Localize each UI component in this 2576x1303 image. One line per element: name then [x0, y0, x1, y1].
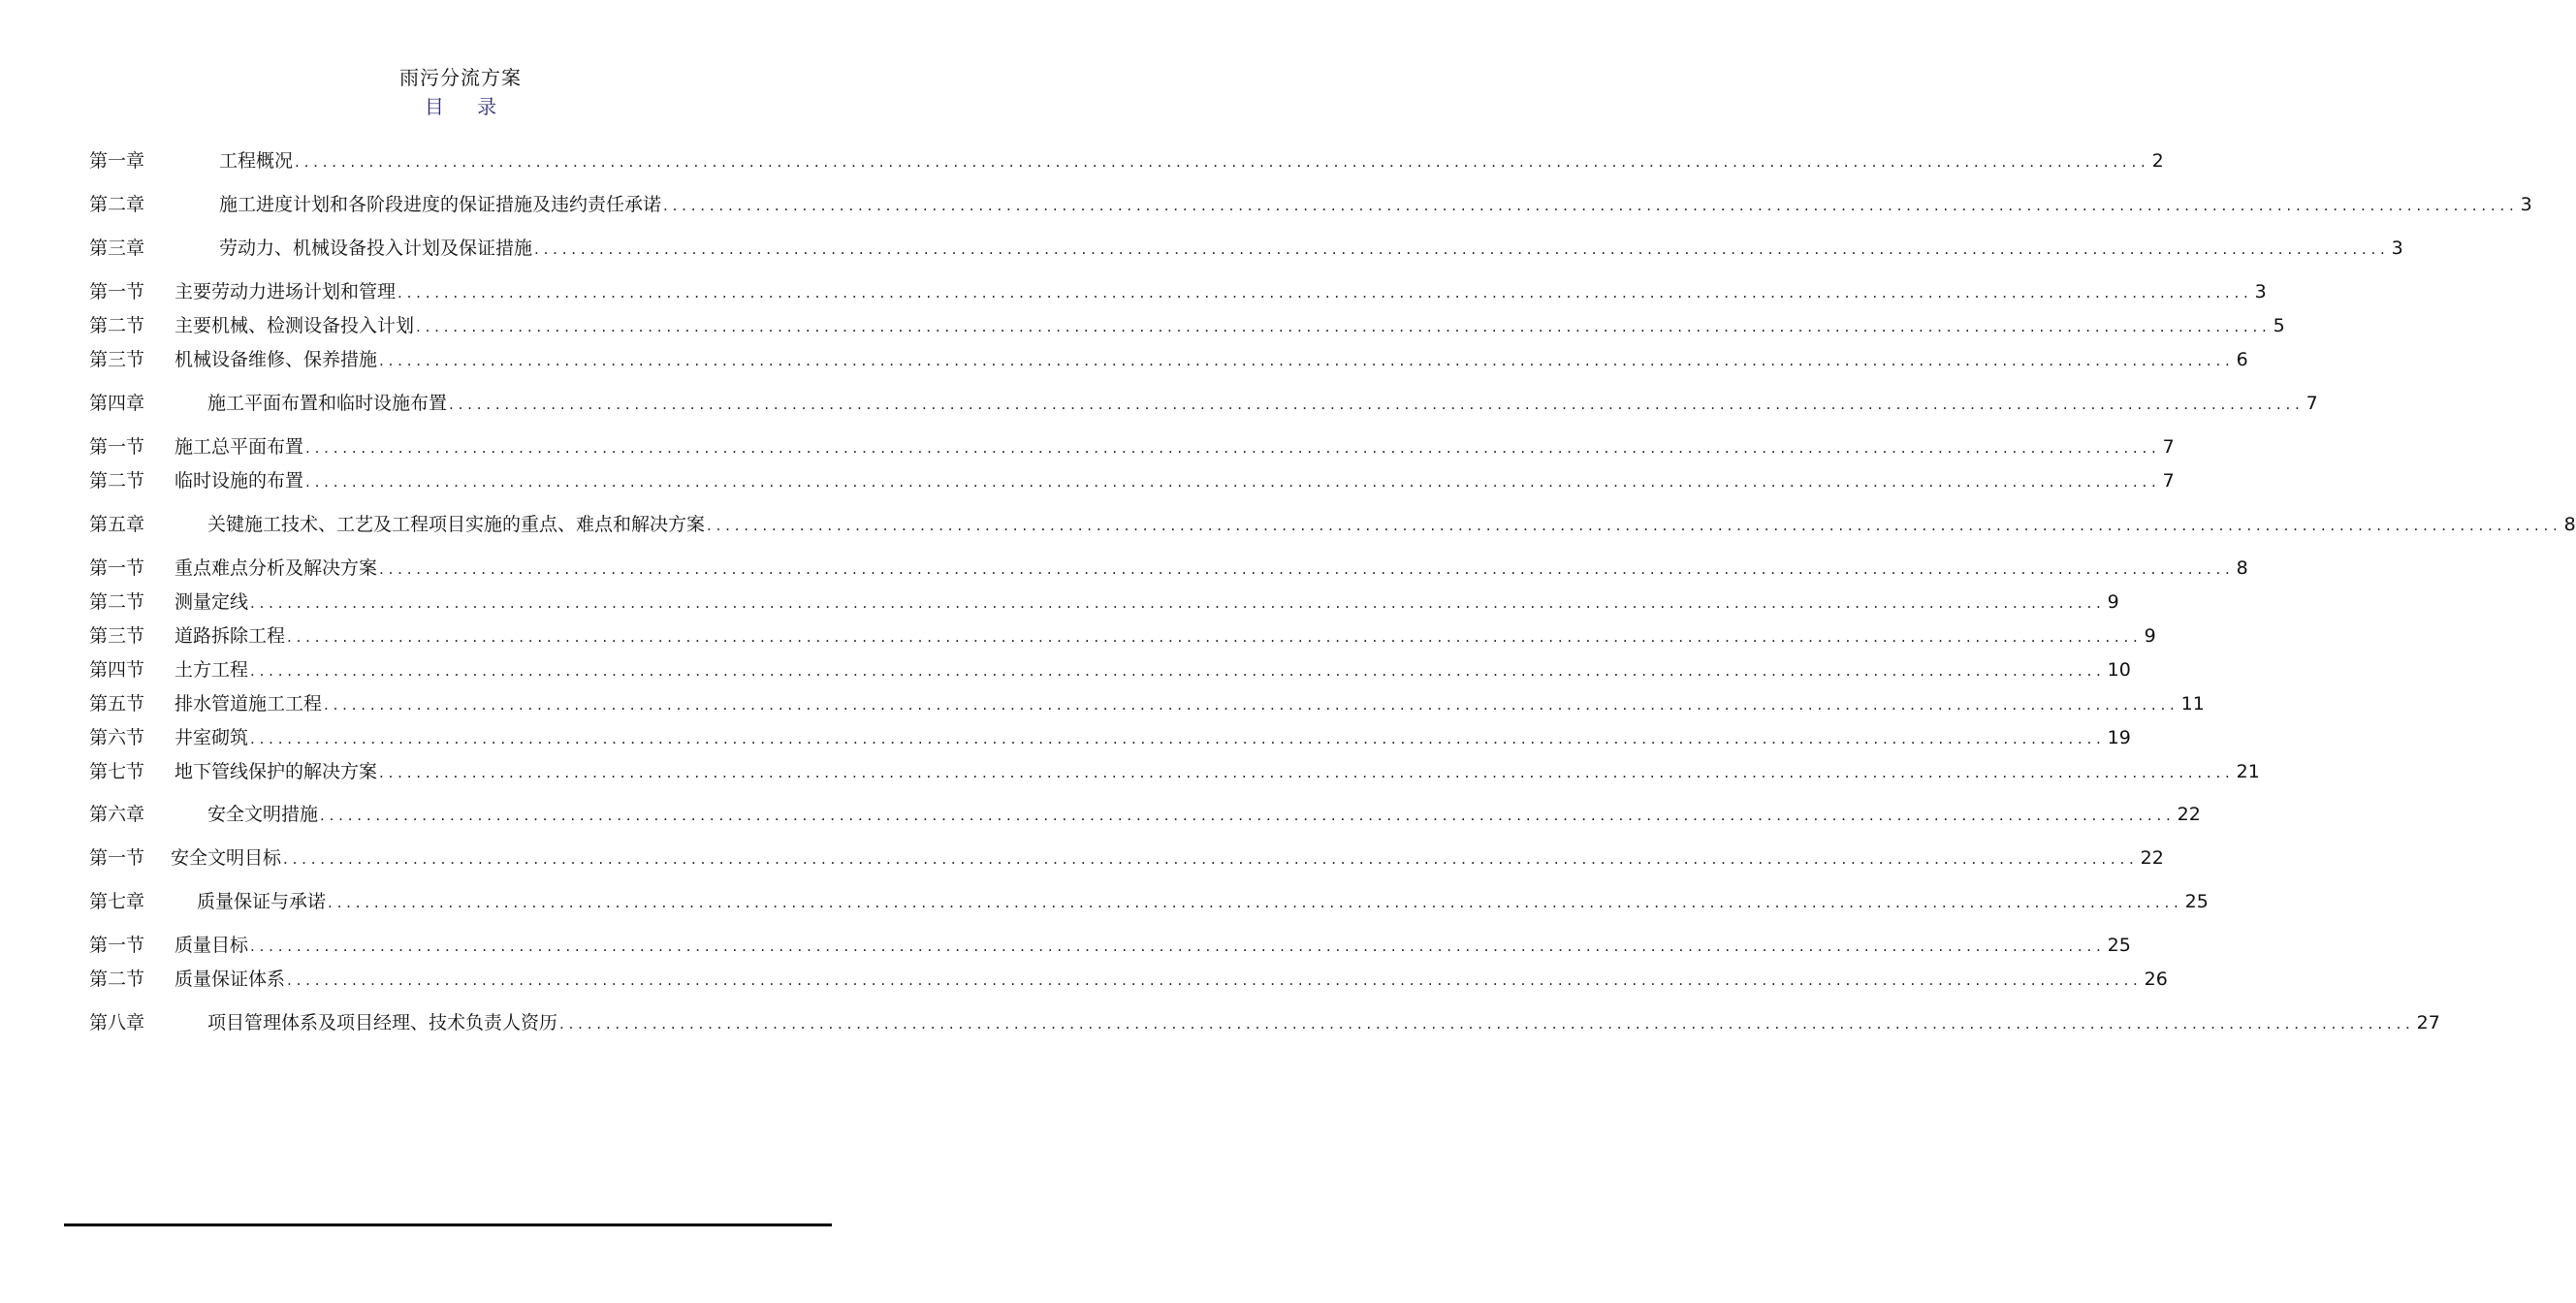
- toc-entry[interactable]: [89, 432, 2175, 461]
- toc-leader-dots: ........................................................................................................................................................................................................: [305, 473, 2161, 491]
- toc-entry[interactable]: [89, 931, 2131, 960]
- toc-entry-page: 9: [2144, 625, 2156, 647]
- toc-entry[interactable]: [89, 621, 2156, 651]
- toc-entry[interactable]: [89, 190, 2532, 219]
- toc-entry-title: 道路拆除工程: [175, 625, 286, 647]
- toc-leader-dots: ........................................................................................................................................................................................................: [379, 352, 2235, 369]
- toc-leader-dots: ........................................................................................................................................................................................................: [287, 971, 2143, 989]
- toc-entry-page: 5: [2273, 315, 2285, 336]
- toc-leader-dots: ........................................................................................................................................................................................................: [379, 560, 2235, 578]
- toc-entry-label: 第四章: [89, 393, 145, 414]
- toc-entry-title: 机械设备维修、保养措施: [175, 349, 378, 370]
- toc-entry[interactable]: [89, 466, 2175, 495]
- toc-entry-page: 11: [2180, 693, 2205, 715]
- toc-entry-page: 25: [2184, 891, 2209, 912]
- toc-entry-title: 安全文明目标: [171, 847, 282, 869]
- toc-entry-title: 重点难点分析及解决方案: [175, 557, 378, 579]
- toc-leader-dots: ........................................................................................................................................................................................................: [534, 240, 2390, 258]
- toc-entry-title: 施工平面布置和临时设施布置: [207, 393, 448, 414]
- toc-entry[interactable]: [89, 965, 2168, 994]
- toc-entry-page: 8: [2236, 557, 2248, 579]
- toc-entry-label: 第一章: [89, 150, 145, 172]
- toc-entry-title: 质量保证与承诺: [197, 891, 327, 912]
- toc-entry[interactable]: [89, 800, 2201, 829]
- toc-entry-title: 临时设施的布置: [175, 470, 304, 492]
- toc-entry-title: 施工总平面布置: [175, 436, 304, 458]
- toc-leader-dots: ........................................................................................................................................................................................................: [250, 662, 2106, 680]
- toc-entry[interactable]: [89, 311, 2285, 340]
- toc-leader-dots: ........................................................................................................................................................................................................: [250, 730, 2106, 747]
- toc-entry-title: 主要机械、检测设备投入计划: [175, 315, 415, 336]
- toc-entry[interactable]: [89, 843, 2164, 873]
- toc-leader-dots: ........................................................................................................................................................................................................: [398, 284, 2253, 302]
- toc-leader-dots: ........................................................................................................................................................................................................: [250, 938, 2106, 955]
- toc-entry-page: 21: [2236, 761, 2260, 782]
- toc-entry-title: 劳动力、机械设备投入计划及保证措施: [219, 238, 533, 259]
- toc-entry-label: 第八章: [89, 1012, 145, 1033]
- table-of-contents: [89, 0, 2576, 1066]
- toc-entry[interactable]: [89, 554, 2248, 583]
- toc-entry[interactable]: [89, 234, 2403, 263]
- toc-entry-page: 22: [2140, 847, 2164, 869]
- toc-entry[interactable]: [89, 723, 2131, 752]
- toc-leader-dots: ........................................................................................................................................................................................................: [707, 517, 2562, 534]
- toc-entry-page: 3: [2391, 238, 2403, 259]
- toc-entry-page: 7: [2162, 436, 2175, 458]
- toc-entry[interactable]: [89, 345, 2248, 374]
- toc-entry-page: 22: [2177, 804, 2201, 825]
- toc-entry-label: 第一节: [89, 847, 145, 869]
- toc-entry[interactable]: [89, 146, 2164, 175]
- toc-entry-page: 26: [2144, 969, 2168, 990]
- toc-entry-title: 安全文明措施: [207, 804, 319, 825]
- toc-entry[interactable]: [89, 389, 2318, 418]
- toc-leader-dots: ........................................................................................................................................................................................................: [324, 696, 2179, 714]
- toc-leader-dots: ........................................................................................................................................................................................................: [328, 894, 2183, 911]
- toc-entry-label: 第三节: [89, 625, 145, 647]
- toc-leader-dots: ........................................................................................................................................................................................................: [250, 594, 2106, 612]
- toc-entry-title: 质量保证体系: [175, 969, 286, 990]
- toc-leader-dots: ........................................................................................................................................................................................................: [287, 628, 2143, 646]
- toc-heading: 目 录: [424, 95, 511, 118]
- toc-leader-dots: ........................................................................................................................................................................................................: [320, 807, 2176, 824]
- toc-entry-title: 施工进度计划和各阶段进度的保证措施及违约责任承诺: [219, 194, 662, 215]
- toc-entry-title: 测量定线: [175, 591, 249, 613]
- toc-entry-label: 第四节: [89, 659, 145, 681]
- toc-leader-dots: ........................................................................................................................................................................................................: [283, 850, 2139, 868]
- toc-entry-label: 第二章: [89, 194, 145, 215]
- toc-entry-label: 第三章: [89, 238, 145, 259]
- toc-entry-label: 第一节: [89, 281, 145, 302]
- toc-entry-title: 井室砌筑: [175, 727, 249, 748]
- toc-entry-page: 2: [2151, 150, 2164, 172]
- toc-entry[interactable]: [89, 588, 2119, 617]
- toc-entry-page: 3: [2254, 281, 2267, 302]
- toc-entry-page: 9: [2107, 591, 2119, 613]
- toc-entry-title: 地下管线保护的解决方案: [175, 761, 378, 782]
- toc-entry-page: 3: [2520, 194, 2532, 215]
- toc-entry-label: 第六章: [89, 804, 145, 825]
- bottom-rule: [64, 1224, 832, 1226]
- toc-entry-page: 19: [2107, 727, 2131, 748]
- toc-entry-page: 7: [2306, 393, 2318, 414]
- toc-leader-dots: ........................................................................................................................................................................................................: [379, 764, 2235, 781]
- toc-entry-page: 7: [2162, 470, 2175, 492]
- toc-entry-title: 主要劳动力进场计划和管理: [175, 281, 397, 302]
- toc-entry-label: 第七节: [89, 761, 145, 782]
- toc-entry-label: 第二节: [89, 470, 145, 492]
- toc-entry-label: 第二节: [89, 591, 145, 613]
- toc-leader-dots: ........................................................................................................................................................................................................: [295, 153, 2150, 171]
- toc-leader-dots: ........................................................................................................................................................................................................: [449, 396, 2305, 413]
- toc-entry[interactable]: [89, 887, 2209, 916]
- toc-entry[interactable]: [89, 277, 2267, 306]
- toc-entry-title: 关键施工技术、工艺及工程项目实施的重点、难点和解决方案: [207, 514, 706, 535]
- toc-entry[interactable]: [89, 1008, 2440, 1037]
- toc-leader-dots: ........................................................................................................................................................................................................: [559, 1015, 2415, 1033]
- toc-entry-label: 第七章: [89, 891, 145, 912]
- toc-entry-label: 第二节: [89, 315, 145, 336]
- toc-entry-page: 10: [2107, 659, 2131, 681]
- toc-entry-label: 第六节: [89, 727, 145, 748]
- toc-entry-page: 27: [2416, 1012, 2440, 1033]
- toc-entry[interactable]: [89, 510, 2576, 539]
- toc-entry-page: 25: [2107, 935, 2131, 956]
- toc-entry-label: 第二节: [89, 969, 145, 990]
- toc-entry-label: 第一节: [89, 557, 145, 579]
- toc-entry-label: 第五节: [89, 693, 145, 715]
- toc-entry[interactable]: [89, 689, 2205, 718]
- toc-entry-title: 排水管道施工工程: [175, 693, 323, 715]
- toc-leader-dots: ........................................................................................................................................................................................................: [305, 439, 2161, 457]
- document-title: 雨污分流方案: [399, 66, 522, 89]
- toc-entry-page: 8: [2563, 514, 2576, 535]
- toc-entry-title: 项目管理体系及项目经理、技术负责人资历: [207, 1012, 558, 1033]
- toc-entry-title: 质量目标: [175, 935, 249, 956]
- toc-entry-label: 第五章: [89, 514, 145, 535]
- toc-entry-label: 第一节: [89, 436, 145, 458]
- toc-leader-dots: ........................................................................................................................................................................................................: [663, 197, 2519, 214]
- toc-entry[interactable]: [89, 757, 2260, 786]
- toc-entry-title: 土方工程: [175, 659, 249, 681]
- toc-entry[interactable]: [89, 655, 2131, 684]
- toc-entry-title: 工程概况: [219, 150, 294, 172]
- toc-entry-label: 第一节: [89, 935, 145, 956]
- toc-entry-page: 6: [2236, 349, 2248, 370]
- toc-leader-dots: ........................................................................................................................................................................................................: [416, 318, 2272, 335]
- toc-entry-label: 第三节: [89, 349, 145, 370]
